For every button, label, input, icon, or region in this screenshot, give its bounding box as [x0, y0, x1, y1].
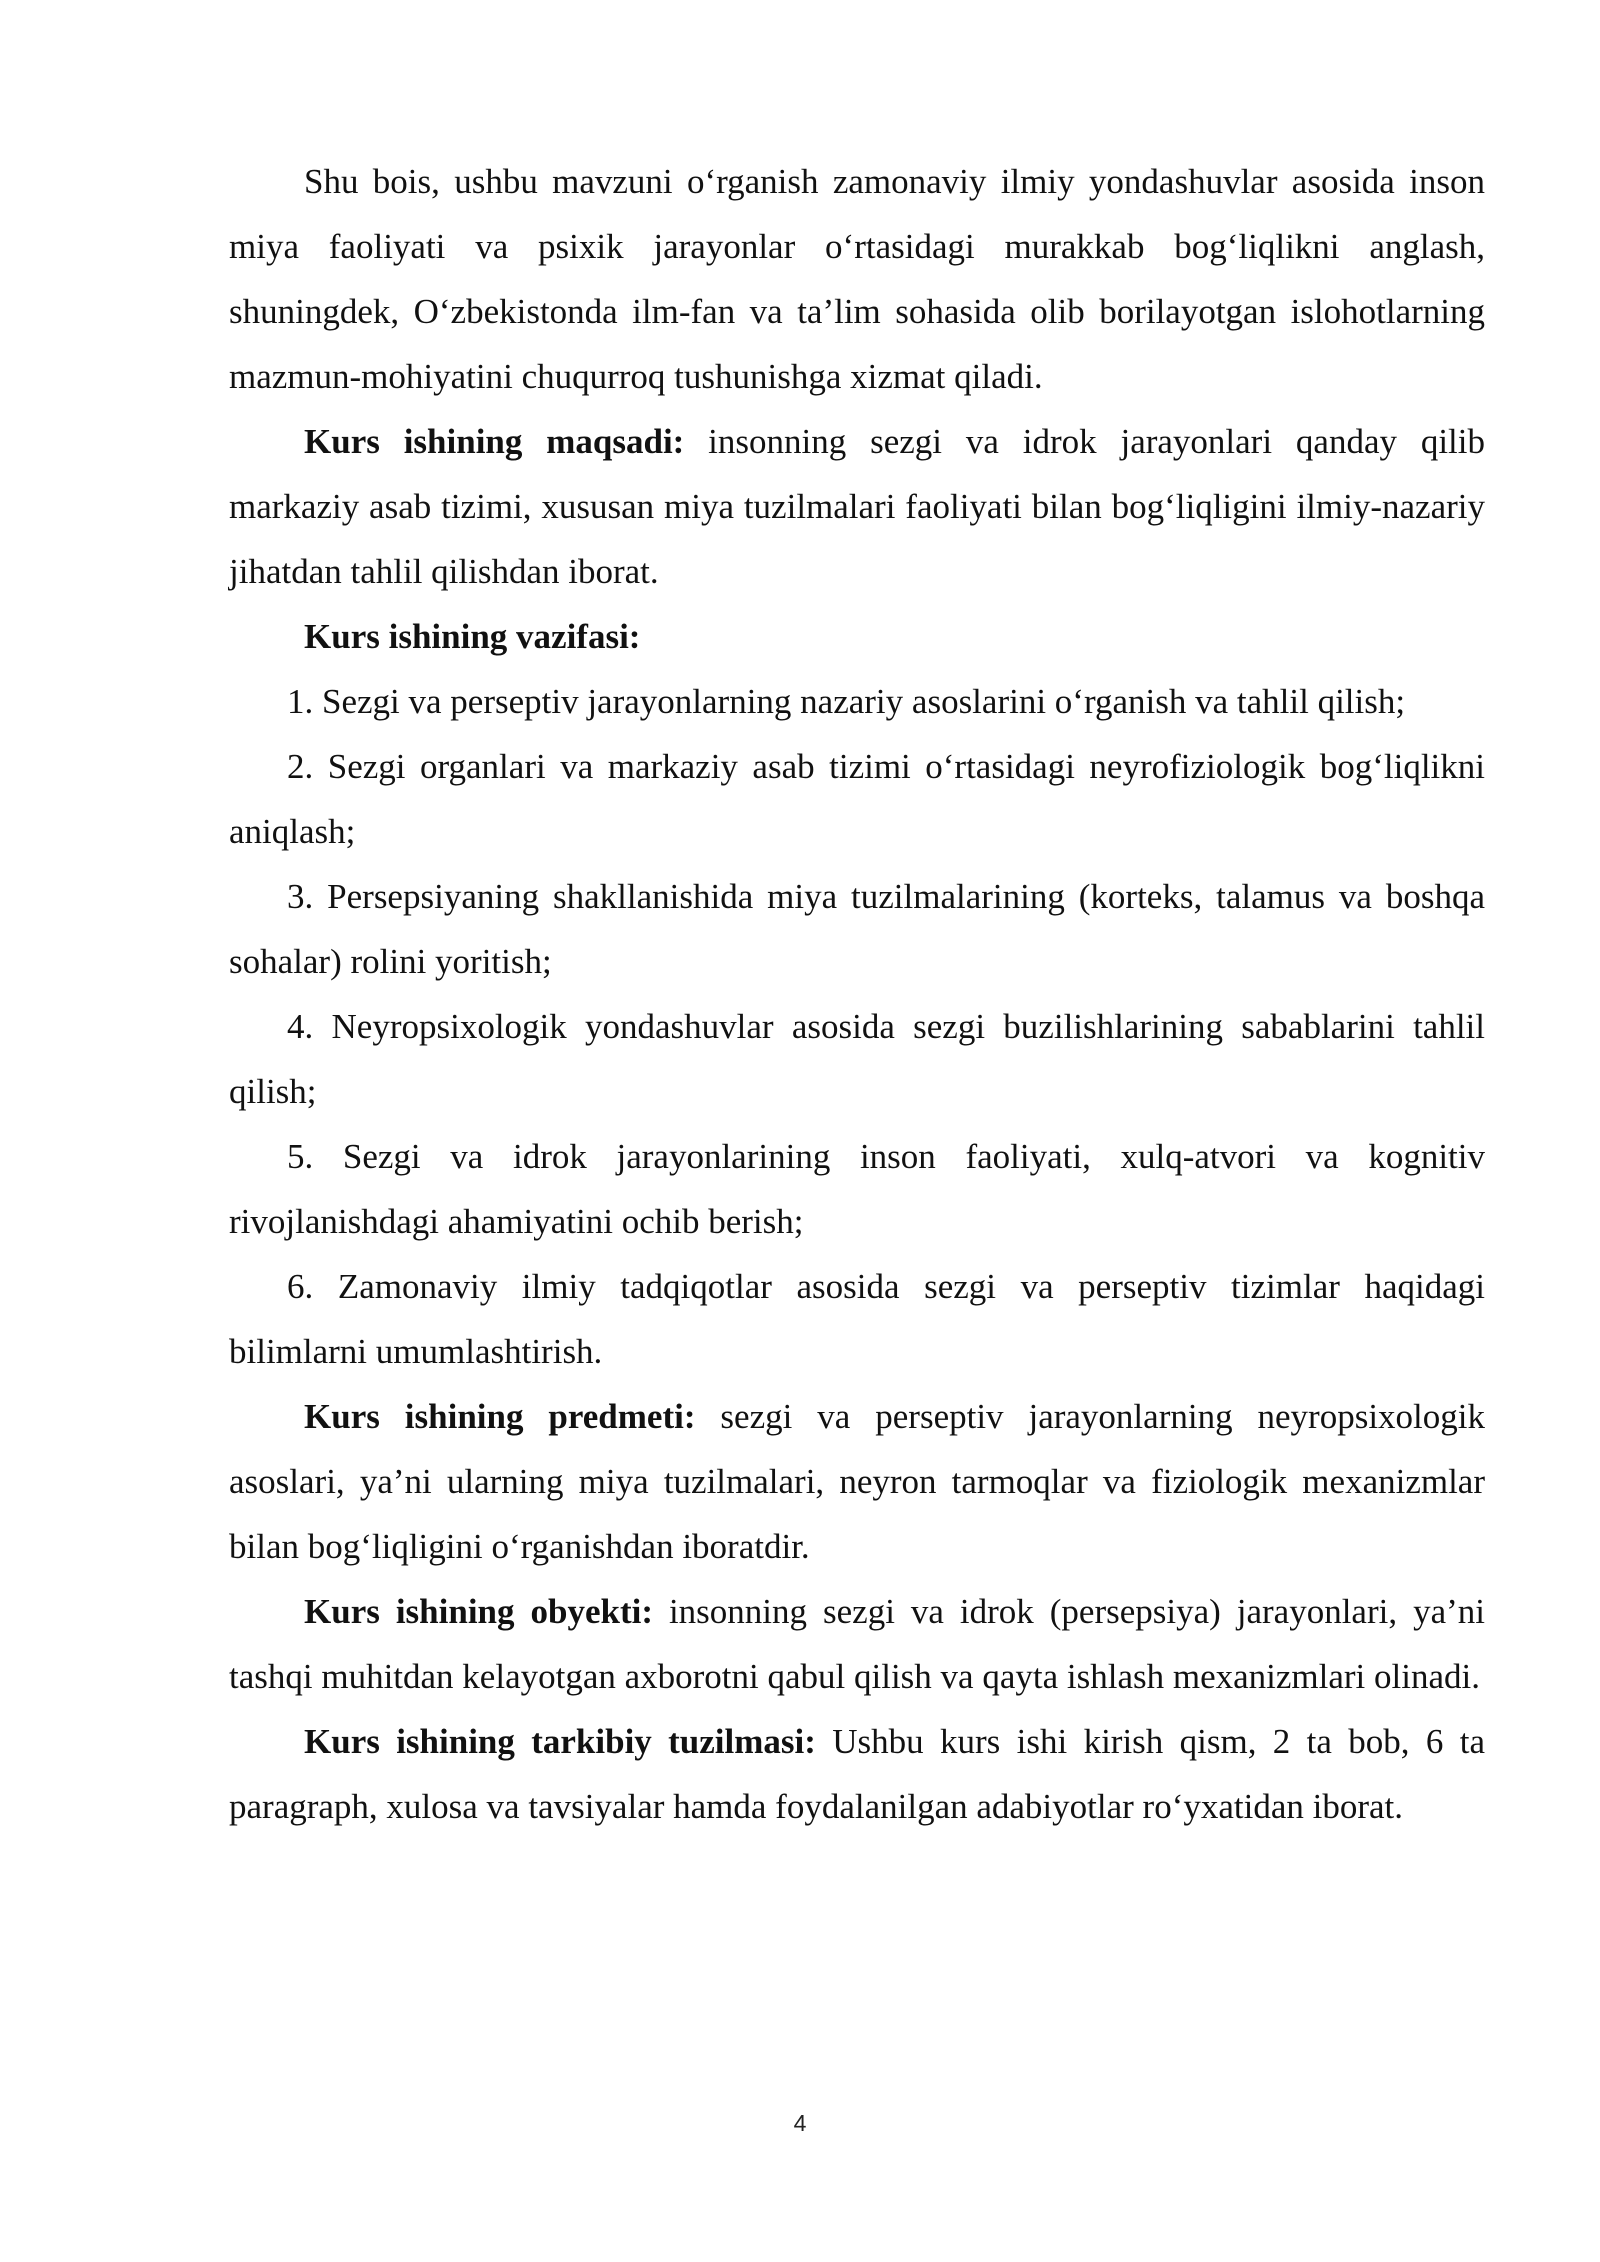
task-item-4: 4. Neyropsixologik yondashuvlar asosida sezgi buzilishlarining sabablarini tahlil qilish;	[229, 1007, 1485, 1111]
task-item-3: 3. Persepsiyaning shakllanishida miya tuzilmalarining (korteks, talamus va boshqa sohalar) rolini yoritish;	[229, 877, 1485, 981]
tarkib-label: Kurs ishining tarkibiy tuzilmasi:	[304, 1722, 816, 1761]
intro-paragraph: Shu bois, ushbu mavzuni o‘rganish zamonaviy ilmiy yondashuvlar asosida inson miya faoliyati va psixik jarayonlar o‘rtasidagi murakkab bog‘liqlikni anglash, shuningdek, O‘zbekistonda ilm-fan va ta’lim sohasida olib borilayotgan islohotlarning mazmun-mohiyatini chuqurroq tushunishga xizmat qiladi.	[229, 162, 1485, 396]
page-number: 4	[793, 2110, 807, 2136]
predmet-label: Kurs ishining predmeti:	[304, 1397, 696, 1436]
tarkib-paragraph	[229, 1709, 1485, 1839]
task-item-2: 2. Sezgi organlari va markaziy asab tizimi o‘rtasidagi neyrofiziologik bog‘liqlikni aniqlash;	[229, 747, 1485, 851]
predmet-paragraph	[229, 1384, 1485, 1579]
obyekt-text: insonning sezgi va idrok (persepsiya) jarayonlari, ya’ni tashqi muhitdan kelayotgan axborotni qabul qilish va qayta ishlash mexanizmlari olinadi.	[229, 1592, 1485, 1696]
obyekt-paragraph	[229, 1579, 1485, 1709]
page-body	[229, 149, 1485, 1839]
task-item-1: 1. Sezgi va perseptiv jarayonlarning nazariy asoslarini o‘rganish va tahlil qilish;	[287, 682, 1406, 721]
maqsad-paragraph	[229, 409, 1485, 604]
maqsad-text: insonning sezgi va idrok jarayonlari qanday qilib markaziy asab tizimi, xususan miya tuzilmalari faoliyati bilan bog‘liqligini ilmiy-nazariy jihatdan tahlil qilishdan iborat.	[229, 422, 1485, 591]
obyekt-label: Kurs ishining obyekti:	[304, 1592, 653, 1631]
task-item-5: 5. Sezgi va idrok jarayonlarining inson faoliyati, xulq-atvori va kognitiv rivojlanishdagi ahamiyatini ochib berish;	[229, 1137, 1485, 1241]
maqsad-label: Kurs ishining maqsadi:	[304, 422, 685, 461]
vazifa-heading: Kurs ishining vazifasi:	[304, 617, 641, 656]
tarkib-text: Ushbu kurs ishi kirish qism, 2 ta bob, 6 ta paragraph, xulosa va tavsiyalar hamda foydalanilgan adabiyotlar ro‘yxatidan iborat.	[229, 1722, 1485, 1826]
predmet-text: sezgi va perseptiv jarayonlarning neyropsixologik asoslari, ya’ni ularning miya tuzilmalari, neyron tarmoqlar va fiziologik mexanizmlar bilan bog‘liqligini o‘rganishdan iboratdir.	[229, 1397, 1485, 1566]
task-item-6: 6. Zamonaviy ilmiy tadqiqotlar asosida sezgi va perseptiv tizimlar haqidagi bilimlarni umumlashtirish.	[229, 1267, 1485, 1371]
